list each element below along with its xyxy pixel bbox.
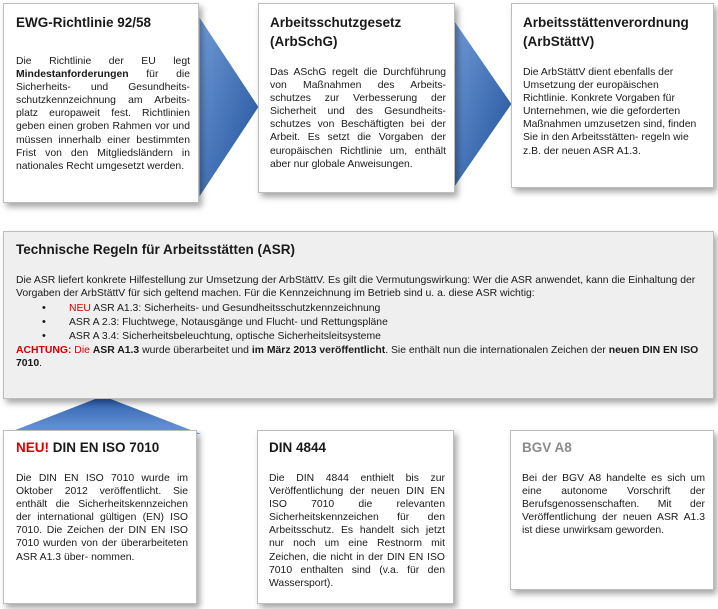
bgv-a8-title: BGV A8	[522, 440, 572, 455]
asr-list	[16, 302, 701, 343]
warning-text: ASR A1.3	[92, 344, 140, 356]
din-4844-text: Die DIN 4844 enthielt bis zur Veröffentlichung der neuen DIN EN ISO 7010 die relevanten Sicherheitskennzeichen für den Arbeitsschutz. Es handelt sich jetzt nur noch um eine Restnorm mit Zeichen, die nicht in der DIN EN ISO 7010 enthalten sind (v.a. für den Wassersport).	[269, 473, 445, 589]
arbschg-title: Arbeitsschutzgesetz (ArbSchG)	[270, 15, 402, 49]
arbstaettv-title: Arbeitsstättenverordnung (ArbStättV)	[523, 15, 689, 49]
list-item-text: ASR A 3.4: Sicherheitsbeleuchtung, optische Sicherheitsleitsysteme	[69, 330, 381, 342]
asr-intro: Die ASR liefert konkrete Hilfestellung zur Umsetzung der ArbStättV. Es gilt die Vermutungswirkung: Wer die ASR anwendet, kann die Einhaltung der Vorgaben der ArbStättV für sich geltend machen. Für die Kennzeichnung im Betrieb sind u. a. diese ASR wichtig:	[16, 275, 696, 300]
arbschg-box	[258, 3, 455, 193]
din-en-iso-7010-box	[3, 430, 197, 604]
bgv-a8-box	[510, 430, 714, 590]
list-item-text: ASR A 2.3: Fluchtwege, Notausgänge und Flucht- und Rettungspläne	[69, 316, 388, 328]
ewg-text-bold: Mindestanforderungen	[16, 69, 129, 81]
warning-text: .	[39, 357, 43, 369]
ewg-text-post: für die Sicherheits- und Gesundheits- schutzkennzeichnung am Arbeits- platz europaweit fest. Richtlinien geben einen groben Rahmen vor und müssen innerhalb einer bestimmten Frist von den Mitgliedsländern in nationales Recht umgesetzt werden.	[16, 69, 190, 172]
arbschg-text: Das ASchG regelt die Durchführung von Maßnahmen des Arbeits- schutzes zur Verbesserung der Sicherheit und des Gesundheits- schutzes von Beschäftigten bei der Arbeit. Es setzt die Vorgaben der europäischen Richtlinie um, enthält aber nur globale Anweisungen.	[270, 67, 446, 170]
din-4844-box	[257, 430, 454, 604]
warning-text: . Sie enthält nun die internationalen Zeichen der	[385, 344, 609, 356]
list-item	[16, 330, 701, 344]
ewg-directive-text	[16, 55, 190, 173]
warning-text: neuen DIN EN ISO 7010	[16, 344, 699, 369]
warning-label: ACHTUNG:	[16, 344, 72, 356]
arbstaettv-box	[511, 3, 714, 188]
asr-box	[3, 231, 714, 399]
new-badge: NEU!	[16, 440, 49, 455]
asr-warning	[16, 344, 701, 371]
arbstaettv-text: Die ArbStättV dient ebenfalls der Umsetzung der europäischen Richtlinie. Konkrete Vorgaben für Unternehmen, wie die geforderten Maßnahmen umzusetzen sind, finden Sie in den Arbeitsstätten- regeln wie z.B. der neuen ASR A1.3.	[523, 67, 697, 157]
din-en-iso-7010-title	[16, 438, 188, 457]
list-item	[16, 302, 701, 316]
asr-title: Technische Regeln für Arbeitsstätten (ASR)	[16, 242, 296, 257]
bullet-icon: •	[42, 315, 46, 328]
din-4844-title: DIN 4844	[269, 440, 327, 455]
ewg-text-pre: Die Richtlinie der EU legt	[16, 56, 190, 67]
warning-text: Die	[71, 344, 93, 356]
warning-text: im März 2013 veröffentlicht	[251, 344, 386, 356]
din-en-iso-7010-title-text: DIN EN ISO 7010	[49, 440, 160, 455]
warning-text: wurde überarbeitet und	[139, 344, 252, 356]
ewg-directive-box	[3, 3, 199, 203]
list-item	[16, 316, 701, 330]
new-badge: NEU	[69, 303, 91, 315]
bgv-a8-text: Bei der BGV A8 handelte es sich um eine autonome Vorschrift der Berufsgenossenschaften. Mit der Veröffentlichung der neuen ASR A1.3 ist diese unwirksam geworden.	[522, 473, 705, 537]
ewg-directive-title: EWG-Richtlinie 92/58	[16, 15, 152, 30]
bullet-icon: •	[42, 329, 46, 342]
list-item-text: ASR A1.3: Sicherheits- und Gesundheitsschutzkennzeichnung	[90, 303, 381, 315]
din-en-iso-7010-text: Die DIN EN ISO 7010 wurde im Oktober 2012 veröffentlicht. Sie enthält die Sicherheitskennzeichen der international gültigen (EN) ISO 7010. Die Zeichen der DIN EN ISO 7010 wurden von der überarbeiteten ASR A1.3 über- nommen.	[16, 473, 188, 563]
bullet-icon: •	[42, 302, 46, 315]
arrow-right-icon	[452, 18, 520, 190]
